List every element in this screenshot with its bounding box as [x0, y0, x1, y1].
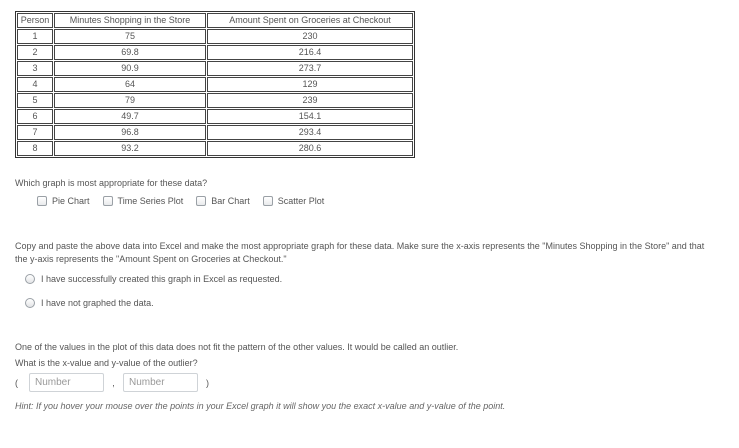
table-cell: 49.7	[54, 109, 206, 124]
table-cell: 1	[17, 29, 53, 44]
column-header-amount: Amount Spent on Groceries at Checkout	[207, 13, 413, 28]
table-row	[17, 109, 413, 124]
option-label: Scatter Plot	[277, 196, 325, 206]
question-2-text: Copy and paste the above data into Excel and make the most appropriate graph for these data. Make sure the x-axis represents the "Minutes Shopping in the Store" and that the y-axis represents the "Amount Spent on Groceries at Checkout."	[15, 241, 705, 264]
question-3-text: One of the values in the plot of this data does not fit the pattern of the other values. It would be called an outlier.	[15, 342, 459, 352]
table-cell: 273.7	[207, 61, 413, 76]
table-cell: 79	[54, 93, 206, 108]
option-label: I have successfully created this graph in Excel as requested.	[41, 274, 283, 284]
table-cell: 7	[17, 125, 53, 140]
column-header-minutes: Minutes Shopping in the Store	[54, 13, 206, 28]
table-cell: 293.4	[207, 125, 413, 140]
open-paren: (	[15, 377, 18, 388]
outlier-coordinate-inputs	[15, 373, 220, 392]
close-paren: )	[206, 377, 209, 388]
option-pie-chart[interactable]	[37, 196, 90, 206]
table-cell: 90.9	[54, 61, 206, 76]
outlier-y-input[interactable]	[123, 373, 198, 392]
table-cell: 129	[207, 77, 413, 92]
option-label: Bar Chart	[211, 196, 250, 206]
comma: ,	[112, 377, 115, 388]
option-label: Time Series Plot	[117, 196, 184, 206]
radio-button[interactable]	[25, 298, 35, 308]
table-row	[17, 61, 413, 76]
table-cell: 8	[17, 141, 53, 156]
table-cell: 96.8	[54, 125, 206, 140]
option-bar-chart[interactable]	[196, 196, 250, 206]
column-header-person: Person	[17, 13, 53, 28]
table-row	[17, 125, 413, 140]
table-row	[17, 141, 413, 156]
table-cell: 2	[17, 45, 53, 60]
table-header-row	[17, 13, 413, 28]
option-graph-created[interactable]	[25, 274, 282, 284]
data-table	[15, 11, 415, 158]
option-scatter-plot[interactable]	[263, 196, 325, 206]
checkbox[interactable]	[196, 196, 206, 206]
table-cell: 6	[17, 109, 53, 124]
table-cell: 239	[207, 93, 413, 108]
table-cell: 69.8	[54, 45, 206, 60]
table-cell: 75	[54, 29, 206, 44]
option-label: I have not graphed the data.	[41, 298, 154, 308]
checkbox[interactable]	[103, 196, 113, 206]
outlier-x-input[interactable]	[29, 373, 104, 392]
checkbox[interactable]	[37, 196, 47, 206]
table-cell: 3	[17, 61, 53, 76]
table-cell: 230	[207, 29, 413, 44]
table-cell: 216.4	[207, 45, 413, 60]
table-cell: 64	[54, 77, 206, 92]
option-label: Pie Chart	[52, 196, 90, 206]
table-row	[17, 77, 413, 92]
question-3-prompt: What is the x-value and y-value of the outlier?	[15, 358, 198, 368]
table-cell: 280.6	[207, 141, 413, 156]
table-row	[17, 45, 413, 60]
checkbox[interactable]	[263, 196, 273, 206]
table-cell: 154.1	[207, 109, 413, 124]
option-not-graphed[interactable]	[25, 298, 154, 308]
radio-button[interactable]	[25, 274, 35, 284]
question-1-text: Which graph is most appropriate for these data?	[15, 178, 208, 188]
table-cell: 4	[17, 77, 53, 92]
hint-text: Hint: If you hover your mouse over the points in your Excel graph it will show you the exact x-value and y-value of the point.	[15, 401, 506, 411]
table-cell: 5	[17, 93, 53, 108]
option-time-series-plot[interactable]	[103, 196, 184, 206]
table-row	[17, 93, 413, 108]
table-cell: 93.2	[54, 141, 206, 156]
graph-type-options	[37, 196, 324, 206]
table-row	[17, 29, 413, 44]
